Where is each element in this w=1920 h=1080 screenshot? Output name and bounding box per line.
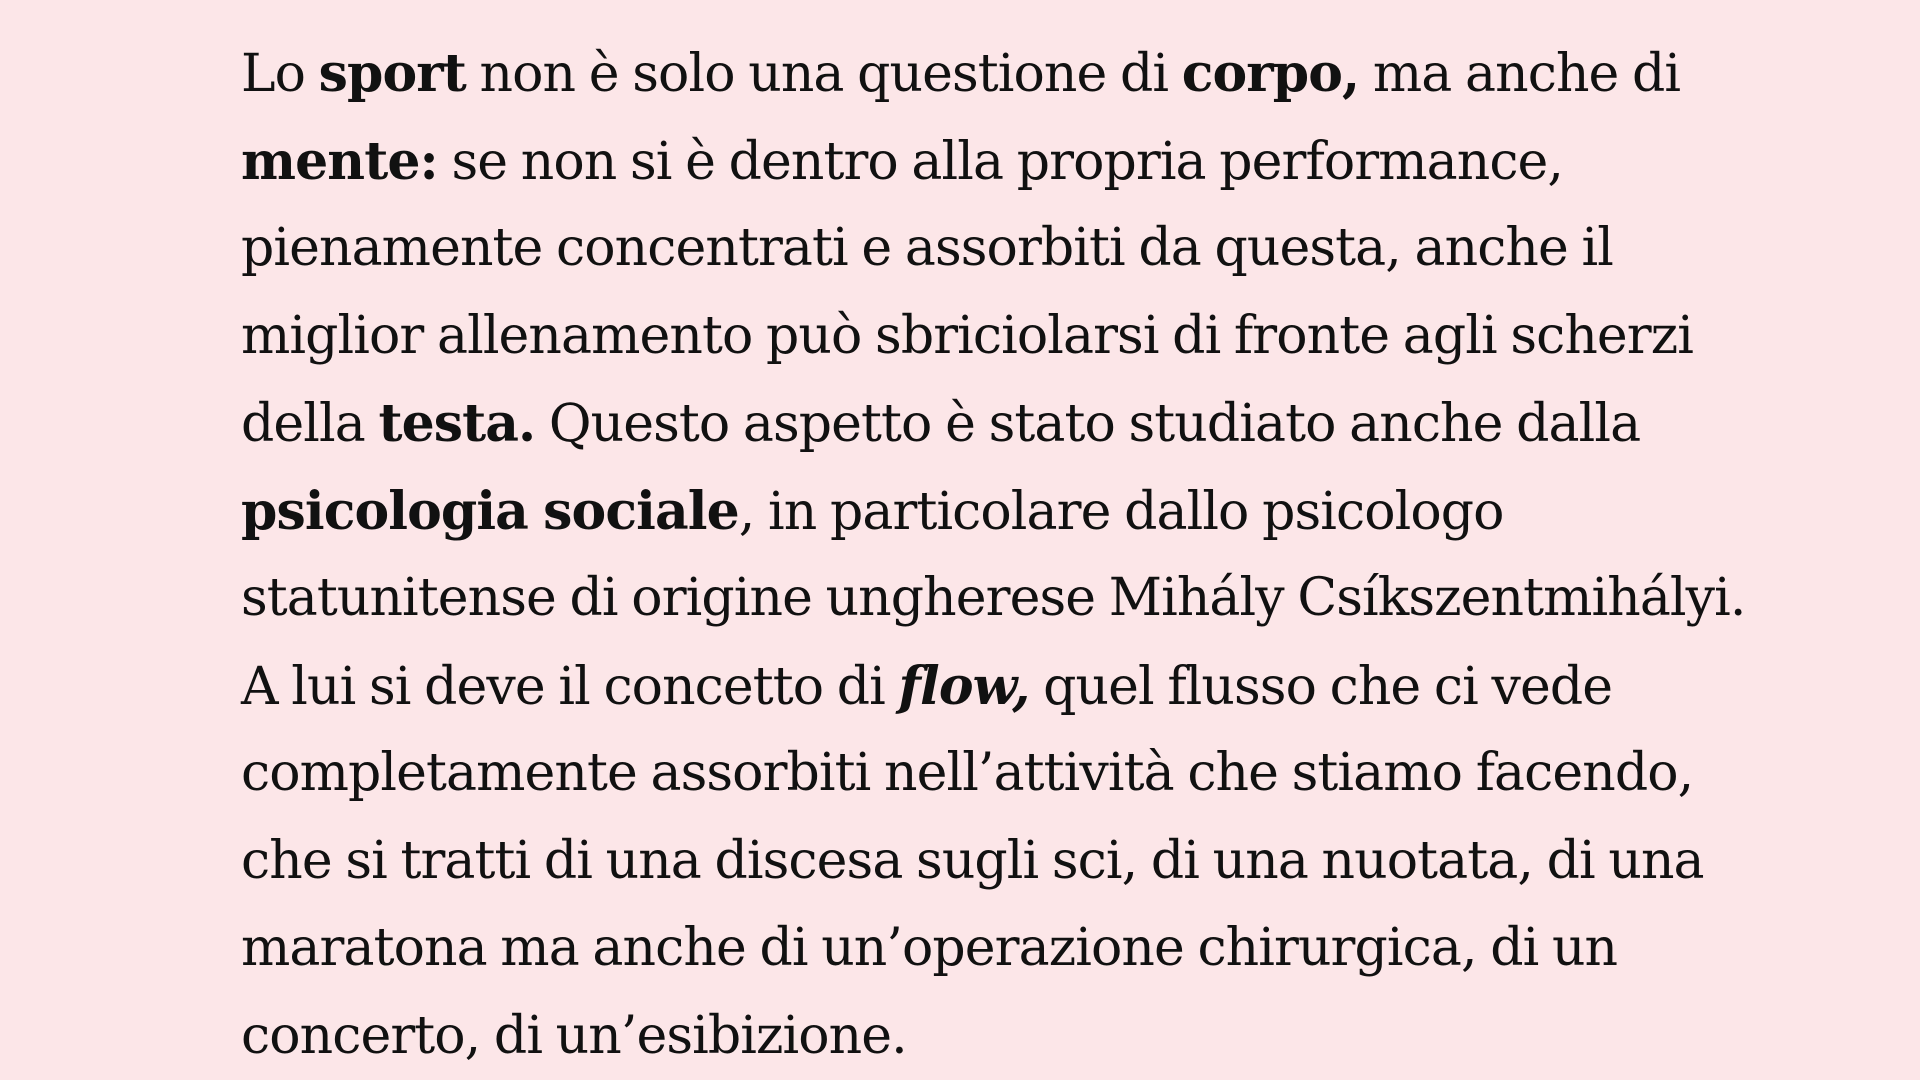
text-line — [241, 293, 1801, 381]
text-line — [241, 905, 1801, 993]
bold-term: corpo, — [1181, 43, 1360, 104]
text-line — [241, 30, 1801, 118]
bold-term: psicologia sociale — [241, 480, 739, 542]
text-segment: della — [241, 394, 379, 454]
text-segment: Lo — [241, 44, 319, 104]
text-line — [241, 380, 1801, 468]
text-segment: maratona ma anche di un’operazione chirurgica, di un — [241, 918, 1618, 978]
text-segment: che si tratti di una discesa sugli sci, di una nuotata, di una — [241, 830, 1704, 891]
text-line — [241, 468, 1801, 556]
text-segment: ma anche di — [1359, 44, 1681, 104]
text-segment: se non si è dentro alla propria performance, — [437, 131, 1564, 192]
bold-term: testa. — [378, 393, 536, 454]
text-line — [241, 730, 1801, 818]
text-segment: quel flusso che ci vede — [1029, 656, 1613, 717]
text-line — [241, 993, 1801, 1080]
text-segment: miglior allenamento può sbriciolarsi di fronte agli scherzi — [241, 305, 1693, 366]
text-line — [241, 118, 1801, 206]
bold-term: mente: — [241, 130, 438, 192]
emphasized-term: flow, — [898, 655, 1030, 717]
text-line — [241, 205, 1801, 293]
text-segment: A lui si deve il concetto di — [241, 656, 899, 717]
text-line — [241, 818, 1801, 906]
text-segment: completamente assorbiti nell’attività che stiamo facendo, — [241, 743, 1694, 803]
bold-term: sport — [318, 43, 466, 104]
text-line — [241, 643, 1801, 731]
text-segment: concerto, di un’esibizione. — [241, 1005, 907, 1066]
article-paragraph — [241, 30, 1801, 1080]
text-segment: non è solo una questione di — [465, 44, 1182, 104]
text-segment: , in particolare dallo psicologo — [738, 481, 1504, 542]
text-line — [241, 555, 1801, 643]
text-segment: statunitense di origine ungherese Mihály Csíkszentmihályi. — [241, 568, 1746, 628]
text-segment: Questo aspetto è stato studiato anche dalla — [535, 394, 1641, 454]
text-segment: pienamente concentrati e assorbiti da questa, anche il — [241, 218, 1613, 278]
